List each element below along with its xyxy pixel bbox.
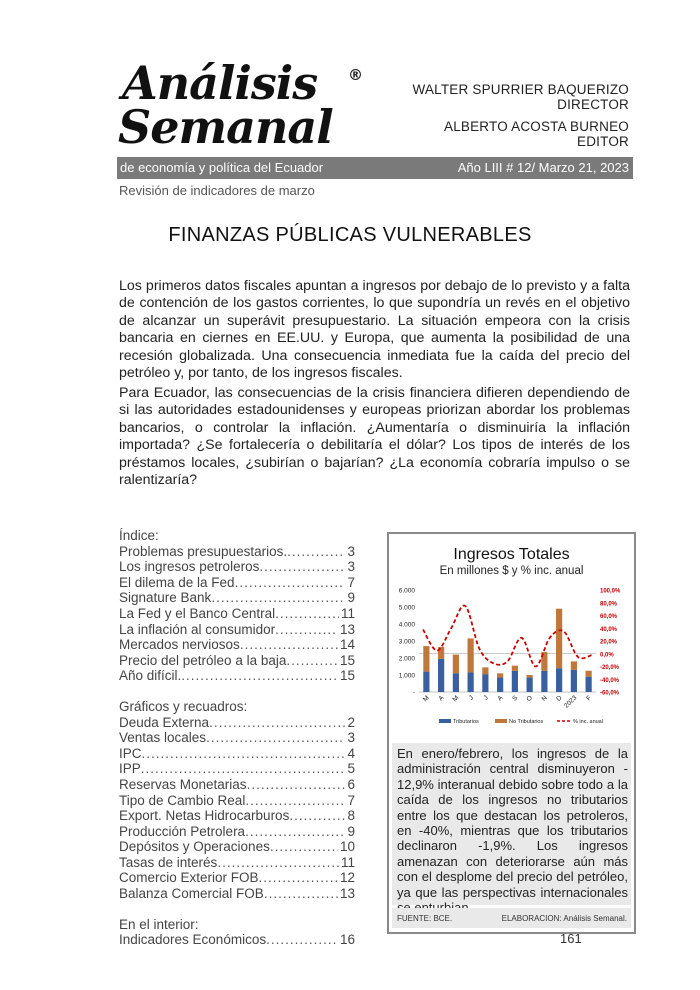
index-entry-page: 5 [347,761,355,777]
logo-line1: Análisis [122,56,318,110]
index-leader-dots [270,839,338,855]
y-right-tick-label: 60,0% [600,614,618,620]
index-entry [119,637,355,653]
index-entry-title: IPP [119,761,141,777]
masthead-band [117,157,633,179]
bar-tributarios [438,659,444,692]
y-left-tick-label: 3.000 [398,638,415,646]
index-entry-title: La inflación al consumidor [119,621,276,637]
interior-heading: En el interior: [119,916,199,932]
index-entry-page: 16 [339,932,355,948]
line-pct-inc-anual [423,606,592,667]
x-tick-label: 2023 [563,694,579,710]
index-entry-page: 3 [347,559,355,575]
logo-line2: Semanal [118,100,333,154]
index-entry-title: El dilema de la Fed [119,574,235,590]
legend-label-tributarios: Tributarios [453,719,479,725]
article-paragraph-1: Los primeros datos fiscales apuntan a ingresos por debajo de lo previsto y a falta de contención de los gastos corrientes, lo que supondría un revés en el objetivo de alcanzar un superávit presupuestario. La situación empeora con la crisis bancaria en ciernes en EE.UU. y Europa, que aumenta la posibilidad de una recesión globalizada. Una consecuencia inmediata fue la caída del precio del petróleo y, por tanto, de los ingresos fiscales. [119,278,630,382]
index-entry-title: Precio del petróleo a la baja [119,652,287,668]
index-leader-dots [266,932,338,948]
bar-no-tributarios [453,655,459,674]
director-name: WALTER SPURRIER BAQUERIZO [412,82,629,97]
index-entry-page: 10 [339,839,355,855]
index-entry [119,575,355,591]
charts-heading: Gráficos y recuadros: [119,698,248,714]
index-entry-page: 3 [347,543,355,559]
y-left-tick-label: 6.000 [398,587,415,595]
index-entry [119,777,355,793]
y-right-tick-label: 100,0% [600,588,621,595]
index-entry [119,544,355,560]
x-tick-label: M [422,694,431,704]
chart-box [387,532,636,934]
index-entry [119,855,355,871]
index-entry-title: Año difícil. [119,668,182,684]
index-entry-title: Signature Bank [119,590,212,606]
y-right-tick-label: -60,0% [600,690,620,697]
y-right-tick-label: 40,0% [600,626,618,633]
index-leader-dots [245,824,345,840]
revenue-chart [389,582,634,742]
index-leader-dots [235,575,346,591]
index-entry-title: Balanza Comercial FOB [119,886,264,902]
index-entry-page: 7 [347,574,355,590]
x-tick-label: J [467,694,476,702]
y-right-tick-label: 80,0% [600,601,618,608]
bar-no-tributarios [468,638,474,672]
index-entry-page: 14 [339,637,355,653]
x-tick-label: A [437,694,446,703]
legend-label-pct: % inc. anual [573,719,603,725]
index-entry [119,870,355,886]
bar-no-tributarios [512,666,518,671]
index-entry-page: 6 [347,776,355,792]
index-entry [119,559,355,575]
chart-source: FUENTE: BCE. [397,914,453,923]
x-tick-label: F [585,694,594,703]
y-left-tick-label: 5.000 [398,604,415,612]
bar-tributarios [541,671,547,692]
index-leader-dots [286,653,338,669]
issue-info: Año LIII # 12/ Marzo 21, 2023 [457,160,629,175]
index-entry-page: 11 [340,854,355,870]
director-credit [412,82,629,112]
index-entry-title: Ventas locales [119,730,207,746]
index-entry-title: Depósitos y Operaciones [119,839,270,855]
x-tick-label: S [511,694,520,703]
index-leader-dots [264,886,338,902]
x-tick-label: N [540,694,549,703]
index-entry [119,653,355,669]
index-leader-dots [141,761,346,777]
x-tick-label: A [496,694,505,703]
bar-no-tributarios [482,667,488,674]
y-right-tick-label: 0,0% [600,652,614,659]
bar-tributarios [468,672,474,692]
index-entry-title: Tasas de interés [119,854,218,870]
bar-no-tributarios [571,661,577,670]
index-entry-title: Export. Netas Hidrocarburos [119,808,290,824]
bar-no-tributarios [527,675,533,678]
publication-logo [118,56,378,154]
index-entry-page: 15 [339,652,355,668]
index-entry [119,668,355,684]
index-entry-title: IPC [119,745,142,761]
index-leader-dots [209,715,345,731]
registered-mark: ® [348,66,363,84]
section-title: Revisión de indicadores de marzo [119,183,315,198]
bar-tributarios [423,672,429,692]
index-entry [119,761,355,777]
chart-elaboration: ELABORACION: Análisis Semanal. [501,914,627,923]
y-left-tick-label: 4.000 [398,621,415,629]
x-tick-label: O [525,694,535,703]
index-entry [119,932,355,948]
index-entry [119,622,355,638]
index-leader-dots [206,730,345,746]
index-entry [119,590,355,606]
legend-swatch-tributarios [439,719,451,723]
index-entry [119,715,355,731]
index-entry [119,730,355,746]
y-left-tick-label: 2.000 [398,655,415,663]
index-entry-page: 2 [347,714,355,730]
index-entry-title: Problemas presupuestarios. [119,543,288,559]
index-leader-dots [287,544,345,560]
legend-label-no-tributarios: No Tributarios [509,719,544,725]
index-entry-page: 9 [347,590,355,606]
index-entry-page: 4 [347,745,355,761]
chart-title: Ingresos Totales [453,546,570,563]
index-entry-title: Mercados nerviosos [119,637,240,653]
x-tick-label: J [482,694,490,702]
index-entry-page: 7 [347,792,355,808]
index-leader-dots [247,777,346,793]
chart-subtitle: En millones $ y % inc. anual [439,565,584,577]
bar-no-tributarios [556,609,562,669]
bar-no-tributarios [423,646,429,672]
article-paragraph-2: Para Ecuador, las consecuencias de la crisis financiera difieren dependiendo de si las autoridades estadounidenses y europeas priorizan abordar los problemas bancarios, o controlar la inflación. ¿Aumentaría o disminuiría la inflación importada? ¿Se fortalecería o debilitaría el dólar? Los tipos de interés de los préstamos locales, ¿subirían o bajarían? ¿La economía cobraría impulso o se ralentizaría? [119,385,630,489]
table-of-contents [119,528,355,948]
bar-tributarios [527,678,533,692]
bar-tributarios [512,671,518,692]
bar-tributarios [497,678,503,692]
index-entry-page: 8 [347,808,355,824]
chart-commentary: En enero/febrero, los ingresos de la administración central disminuyeron - 12,9% interanual debido sobre todo a la caída de los ingresos no tributarios entre los que destacan los petroleros, en -40%, mientras que los tributarios declinaron -1,9%. Los ingresos amenazan con deteriorarse aún más con el desplome del precio del petróleo, ya que las perspectivas internacionales [397,746,628,900]
index-entry [119,839,355,855]
index-entry [119,886,355,902]
bar-tributarios [482,674,488,692]
index-entry-title: Producción Petrolera [119,823,246,839]
bar-tributarios [586,677,592,692]
index-entry-page: 12 [339,870,355,886]
index-leader-dots [275,622,338,638]
index-entry [119,824,355,840]
x-tick-label: M [451,694,461,704]
index-leader-dots [259,559,345,575]
bar-tributarios [556,668,562,692]
index-entry [119,793,355,809]
index-heading: Índice: [119,528,159,543]
index-entry-page: 13 [339,886,355,902]
editor-credit [444,119,629,149]
index-leader-dots [245,793,345,809]
index-entry-page: 15 [339,668,355,684]
page-number: 161 [560,931,582,946]
index-entry-title: Deuda Externa [119,714,210,730]
index-leader-dots [181,668,338,684]
index-entry-page: 3 [347,730,355,746]
chart-footer [392,908,631,928]
y-right-tick-label: -40,0% [600,677,620,684]
director-role: DIRECTOR [557,97,629,112]
index-leader-dots [142,746,346,762]
editor-role: EDITOR [577,134,629,149]
index-entry-title: Indicadores Económicos [119,932,267,948]
bar-no-tributarios [497,673,503,677]
y-left-tick-label: 1.000 [398,672,415,680]
index-entry-title: Reservas Monetarias [119,776,247,792]
index-entry-title: Los ingresos petroleros [119,559,260,575]
y-right-tick-label: -20,0% [600,665,620,671]
index-leader-dots [240,637,338,653]
headline: FINANZAS PÚBLICAS VULNERABLES [168,224,532,246]
y-right-tick-label: 20,0% [600,639,618,646]
index-entry [119,808,355,824]
bar-tributarios [453,673,459,692]
index-leader-dots [275,606,339,622]
index-entry-page: 9 [347,823,355,839]
index-leader-dots [259,870,338,886]
index-entry-page: 11 [340,605,355,621]
tagline: de economía y política del Ecuador [120,160,324,175]
index-entry-page: 13 [339,621,355,637]
bar-tributarios [571,670,577,692]
index-entry [119,606,355,622]
legend-swatch-no-tributarios [495,719,507,723]
index-entry-title: Tipo de Cambio Real [119,792,246,808]
bar-no-tributarios [586,671,592,677]
index-leader-dots [211,590,345,606]
index-leader-dots [217,855,339,871]
y-left-tick-label: - [412,689,415,697]
index-leader-dots [289,808,345,824]
editor-name: ALBERTO ACOSTA BURNEO [443,119,629,134]
index-entry-title: La Fed y el Banco Central [119,605,276,621]
chart-commentary-box [392,743,631,905]
x-tick-label: D [555,694,564,703]
index-entry [119,746,355,762]
index-entry-title: Comercio Exterior FOB [119,870,259,886]
